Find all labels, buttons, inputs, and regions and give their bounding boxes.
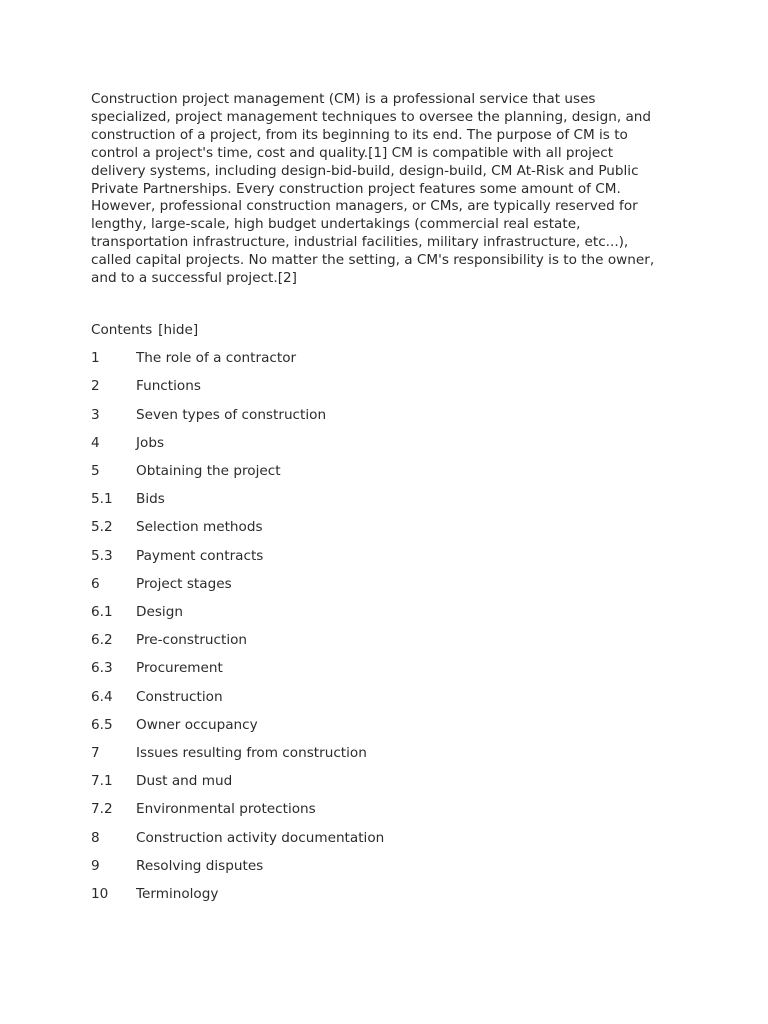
toc-item-link[interactable]: Issues resulting from construction xyxy=(136,745,367,762)
toc-item[interactable] xyxy=(91,513,691,541)
intro-paragraph xyxy=(91,91,691,288)
toc-item[interactable] xyxy=(91,711,691,739)
toc-item[interactable] xyxy=(91,880,691,908)
toc-item-number: 5 xyxy=(91,462,100,479)
intro-line: specialized, project management techniques to oversee the planning, design, and xyxy=(91,108,652,125)
toc-item-link[interactable]: Owner occupancy xyxy=(136,716,258,733)
toc-item[interactable] xyxy=(91,654,691,682)
toc-item[interactable] xyxy=(91,795,691,823)
toc-item-link[interactable]: Design xyxy=(136,604,183,620)
toc-item[interactable] xyxy=(91,598,691,626)
toc-item-link[interactable]: Functions xyxy=(136,378,201,395)
intro-line: construction of a project, from its beginning to its end. The purpose of CM is to xyxy=(91,126,628,143)
toc-item-link[interactable]: Pre-construction xyxy=(136,632,248,649)
toc-item-number: 1 xyxy=(91,350,100,367)
toc-item[interactable] xyxy=(91,542,691,570)
toc-item-number: 6.5 xyxy=(91,716,113,733)
toc-item-link[interactable]: Resolving disputes xyxy=(136,857,264,874)
toc-item-link[interactable]: The role of a contractor xyxy=(136,350,297,367)
toc-item-number: 6 xyxy=(91,575,100,592)
toc-item-link[interactable]: Procurement xyxy=(136,660,223,677)
toc-item-link[interactable]: Project stages xyxy=(136,575,232,592)
toc-item-number: 6.1 xyxy=(91,604,113,620)
document-page xyxy=(91,91,691,908)
toc-item-number: 5.1 xyxy=(91,491,113,508)
toc-item[interactable] xyxy=(91,485,691,513)
toc-list xyxy=(91,344,691,908)
toc-item-number: 10 xyxy=(91,886,109,903)
toc-item[interactable] xyxy=(91,401,691,429)
toc-item[interactable] xyxy=(91,429,691,457)
toc-item-number: 7.1 xyxy=(91,773,113,790)
toc-item-link[interactable]: Bids xyxy=(136,491,165,508)
toc-item-link[interactable]: Obtaining the project xyxy=(136,462,281,479)
intro-line: control a project's time, cost and quality.[1] CM is compatible with all project xyxy=(91,144,614,161)
toc-item-link[interactable]: Jobs xyxy=(136,434,165,451)
toc-title: Contents xyxy=(91,321,153,338)
toc-hide-toggle[interactable]: [hide] xyxy=(158,321,199,338)
toc-item[interactable] xyxy=(91,683,691,711)
toc-item[interactable] xyxy=(91,344,691,372)
toc-item[interactable] xyxy=(91,457,691,485)
toc-item-number: 3 xyxy=(91,406,100,423)
toc-item-number: 4 xyxy=(91,434,100,451)
toc-item-link[interactable]: Terminology xyxy=(136,886,219,903)
intro-line: and to a successful project.[2] xyxy=(91,270,297,287)
toc-heading xyxy=(91,316,691,344)
toc-item[interactable] xyxy=(91,767,691,795)
toc-item[interactable] xyxy=(91,852,691,880)
toc-item-link[interactable]: Seven types of construction xyxy=(136,406,327,423)
toc-item-number: 9 xyxy=(91,857,100,874)
toc-item[interactable] xyxy=(91,739,691,767)
toc-item-link[interactable]: Dust and mud xyxy=(136,773,233,790)
table-of-contents xyxy=(91,316,691,908)
toc-item-number: 6.2 xyxy=(91,632,113,649)
toc-item-number: 5.2 xyxy=(91,519,113,536)
toc-item[interactable] xyxy=(91,570,691,598)
toc-item-number: 7.2 xyxy=(91,801,113,818)
toc-item-number: 6.3 xyxy=(91,660,113,677)
toc-item-link[interactable]: Payment contracts xyxy=(136,547,264,564)
intro-line: Private Partnerships. Every construction project features some amount of CM. xyxy=(91,180,621,197)
intro-line: delivery systems, including design-bid-build, design-build, CM At-Risk and Public xyxy=(91,162,639,179)
intro-line: However, professional construction managers, or CMs, are typically reserved for xyxy=(91,198,638,215)
toc-item-link[interactable]: Construction activity documentation xyxy=(136,829,385,846)
intro-line: called capital projects. No matter the setting, a CM's responsibility is to the owner, xyxy=(91,252,655,269)
toc-item[interactable] xyxy=(91,626,691,654)
toc-item-number: 7 xyxy=(91,745,100,762)
toc-item-number: 8 xyxy=(91,829,100,846)
toc-item[interactable] xyxy=(91,372,691,400)
toc-item-link[interactable]: Construction xyxy=(136,688,223,705)
toc-item[interactable] xyxy=(91,824,691,852)
toc-item-link[interactable]: Selection methods xyxy=(136,519,263,536)
intro-line: transportation infrastructure, industrial facilities, military infrastructure, etc...), xyxy=(91,234,629,251)
intro-line: Construction project management (CM) is a professional service that uses xyxy=(91,91,596,107)
toc-item-number: 2 xyxy=(91,378,100,395)
toc-item-link[interactable]: Environmental protections xyxy=(136,801,316,818)
toc-item-number: 5.3 xyxy=(91,547,113,564)
toc-item-number: 6.4 xyxy=(91,688,113,705)
intro-line: lengthy, large-scale, high budget undertakings (commercial real estate, xyxy=(91,216,581,233)
